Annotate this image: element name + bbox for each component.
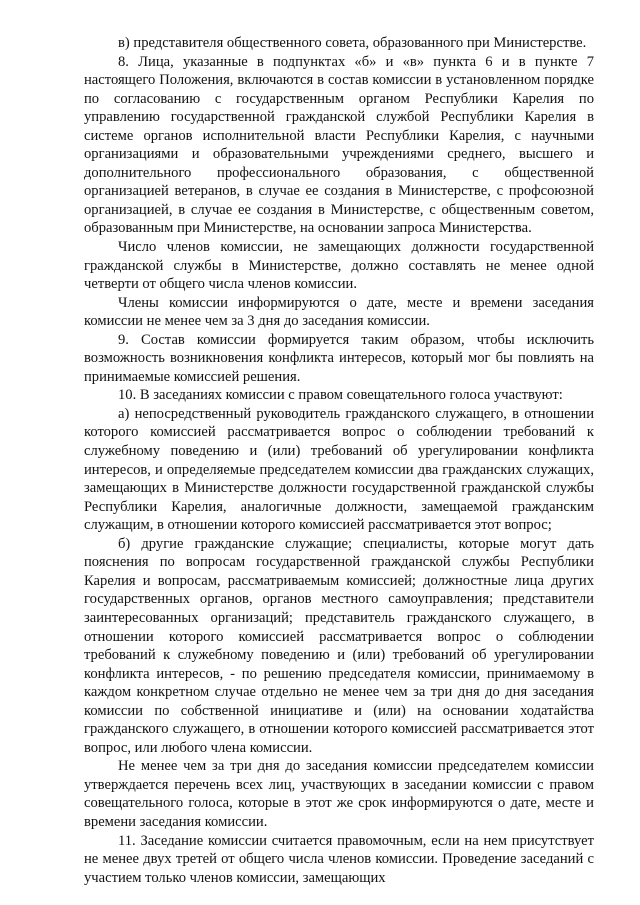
paragraph-clause-11: 11. Заседание комиссии считается правомочным, если на нем присутствует не менее двух третей от общего числа членов комиссии. Проведение заседаний с участием только членов комиссии, замещающих xyxy=(84,832,594,886)
paragraph-member-count: Число членов комиссии, не замещающих должности государственной гражданской службы в Министерстве, должно составлять не менее одной четверти от общего числа членов комиссии. xyxy=(84,239,594,293)
paragraph-item-a: а) непосредственный руководитель гражданского служащего, в отношении которого комиссией рассматривается вопрос о соблюдении требований к служебному поведению и (или) требований об урегулировании конфликта интересов, и определяемые председателем комиссии два гражданских служащих, замещающих в Министерстве должности государственной гражданской службы Республики Карелия, аналогичные должности, замещаемой гражданским служащим, в отношении которого комиссией рассматривается этот вопрос; xyxy=(84,405,594,534)
paragraph-member-notice: Члены комиссии информируются о дате, месте и времени заседания комиссии не менее чем за 3 дня до заседания комиссии. xyxy=(84,294,594,330)
paragraph-clause-8: 8. Лица, указанные в подпунктах «б» и «в» пункта 6 и в пункте 7 настоящего Положения, включаются в состав комиссии в установленном порядке по согласованию с государственным органом Республики Карелия по управлению государственной гражданской службой Республики Карелия в системе органов исполнительной власти Республики Карелия, с научными организациями и образовательными учреждениями среднего, высшего и дополнительного профессионального образования, с общественной организацией ветеранов, в случае ее создания в Министерстве, с профсоюзной организацией, в случае ее создания в Министерстве, с общественным советом, образованным при Министерстве, на основании запроса Министерства. xyxy=(84,53,594,237)
paragraph-item-v: в) представителя общественного совета, образованного при Министерстве. xyxy=(118,35,587,51)
paragraph-clause-10: 10. В заседаниях комиссии с правом совещательного голоса участвуют: xyxy=(118,387,563,404)
paragraph-item-b: б) другие гражданские служащие; специалисты, которые могут дать пояснения по вопросам государственной гражданской службы Республики Карелия и вопросам, рассматриваемым комиссией; должностные лица других государственных органов, органов местного самоуправления; представители заинтересованных организаций; представитель гражданского служащего, в отношении которого комиссией рассматривается вопрос о соблюдении требований к служебному поведению и (или) требований об урегулировании конфликта интересов, - по решению председателя комиссии, принимаемому в каждом конкретном случае отдельно не менее чем за три дня до дня заседания комиссии по собственной инициативе и (или) на основании ходатайства гражданского служащего, в отношении которого комиссией рассматривается этот вопрос, или любого члена комиссии. xyxy=(84,535,594,756)
document-page xyxy=(84,34,594,887)
paragraph-clause-9: 9. Состав комиссии формируется таким образом, чтобы исключить возможность возникновения конфликта интересов, который мог бы повлиять на принимаемые комиссией решения. xyxy=(84,331,594,385)
paragraph-participants-list: Не менее чем за три дня до заседания комиссии председателем комиссии утверждается перечень всех лиц, участвующих в заседании комиссии с правом совещательного голоса, которые в этот же срок информируются о дате, месте и времени заседания комиссии. xyxy=(84,758,594,830)
